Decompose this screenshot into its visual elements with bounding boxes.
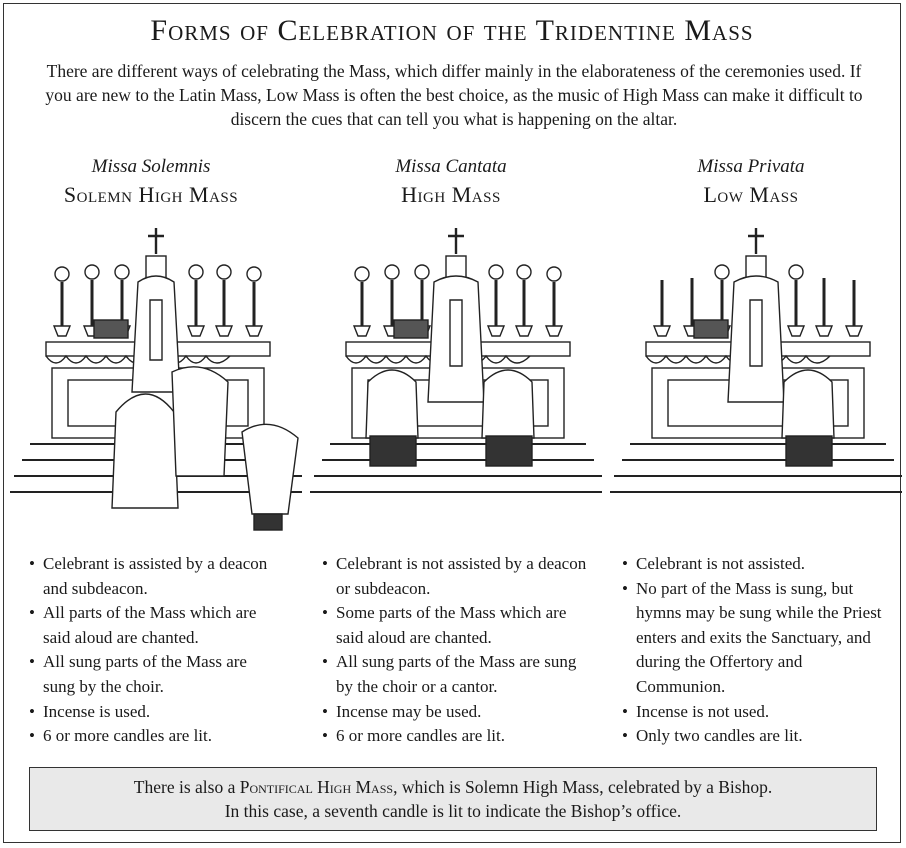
low-mass-bullets [622,552,894,749]
note-emphasis: Pontifical High Mass [239,777,394,797]
high-mass-illustration [306,222,606,542]
page [3,3,901,843]
list-item: • Celebrant is assisted by a deacon and subdeacon. [29,552,279,601]
high-mass-bullets [322,552,597,749]
solemn-high-mass-illustration [6,222,306,542]
column-low-mass [606,156,896,216]
list-item: • Celebrant is not assisted by a deacon or subdeacon. [322,552,597,601]
list-item: • 6 or more candles are lit. [29,724,279,749]
column-high-mass [306,156,596,216]
latin-name: Missa Cantata [395,156,507,177]
intro-paragraph: There are different ways of celebrating the Mass, which differ mainly in the elaborateness of the ceremonies used. If you are new to the Latin Mass, Low Mass is often the best choice, as the music of High Mass can make it difficult to discern the cues that can tell you what is happening on the altar. [45,61,863,129]
list-item: • No part of the Mass is sung, but hymns may be sung while the Priest enters and exits the Sanctuary, and during the Offertory and Communion. [622,577,894,700]
list-item: • Incense is used. [29,700,279,725]
list-item: • All sung parts of the Mass are sung by the choir. [29,650,279,699]
list-item: • All parts of the Mass which are said aloud are chanted. [29,601,279,650]
list-item: • 6 or more candles are lit. [322,724,597,749]
list-item: • Only two candles are lit. [622,724,894,749]
list-item: • Incense is not used. [622,700,894,725]
note-line-2: In this case, a seventh candle is lit to indicate the Bishop’s office. [224,801,682,821]
list-item: • All sung parts of the Mass are sung by the choir or a cantor. [322,650,597,699]
solemn-high-mass-bullets [29,552,279,749]
note-text-before: There is also a [133,777,240,797]
pontifical-note [29,767,877,831]
english-name: Low Mass [703,182,799,207]
note-text-after: , which is Solemn High Mass, celebrated by a Bishop. [393,777,773,797]
list-item: • Celebrant is not assisted. [622,552,894,577]
low-mass-illustration [606,222,906,542]
latin-name: Missa Privata [697,156,805,177]
english-name: Solemn High Mass [63,182,239,207]
latin-name: Missa Solemnis [91,156,211,177]
page-title: Forms of Celebration of the Tridentine Mass [150,14,754,47]
list-item: • Some parts of the Mass which are said aloud are chanted. [322,601,597,650]
column-solemn-high-mass [6,156,296,216]
list-item: • Incense may be used. [322,700,597,725]
english-name: High Mass [401,182,501,207]
